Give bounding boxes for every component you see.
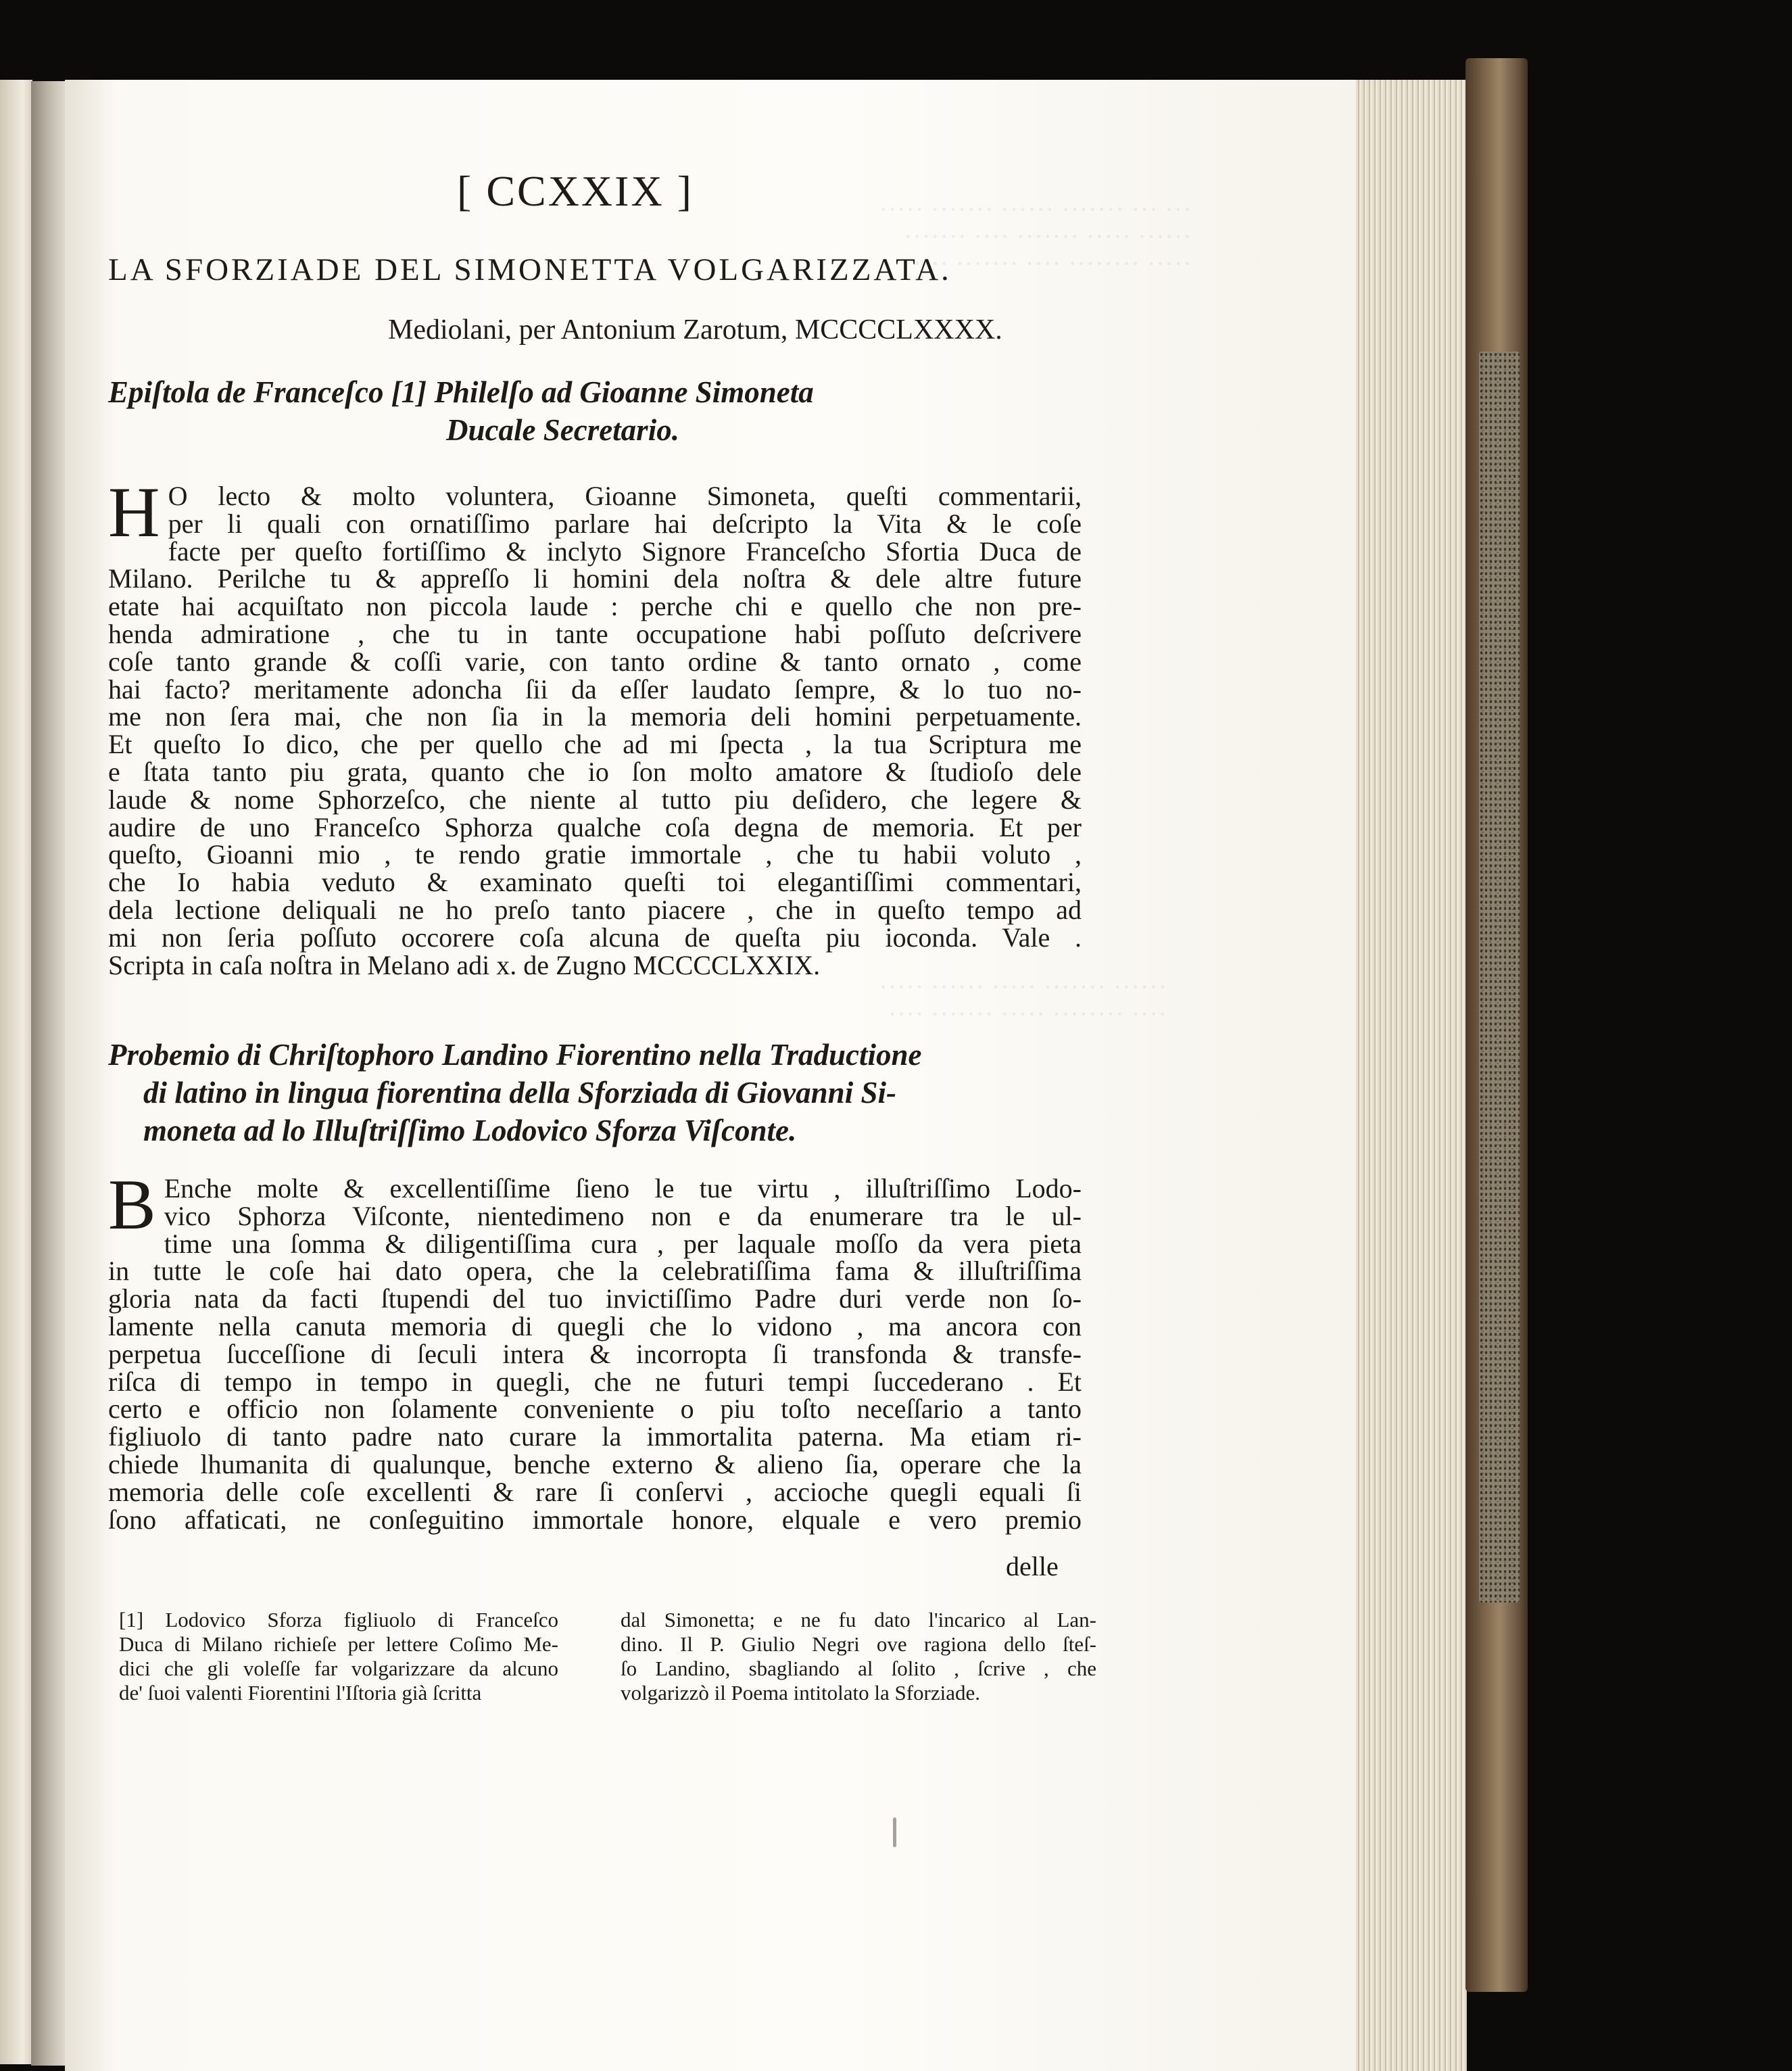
text-line: dela lectione deliquali ne ho preſo tanto piacere , che in queſto tempo ad [108,894,1082,925]
text-line: per li quali con ornatiſſimo parlare hai deſcripto la Vita & le coſe [168,508,1082,539]
show-through-text: ··· ··· ······· ······ ······· ····· ······ ····· ······· ···· ······· ····· ········ ···· ······· ···· [879,194,1192,279]
show-through-text: ······ ······· ····· ······ ····· ···· ········ ····· ······· ···· [879,972,1167,1029]
footnote-line: [1] Lodovico Sforza figliuolo di Franceſco [119,1608,558,1632]
text-line: O lecto & molto voluntera, Gioanne Simoneta, queſti commentarii, [168,481,1082,511]
text-line: chiede lhumanita di qualunque, benche externo & alieno ſia, operare che la [108,1448,1082,1479]
facing-page-edge [0,80,32,2064]
text-line: e ſtata tanto piu grata, quanto che io ſon molto amatore & ſtudioſo dele [108,756,1082,787]
catchword: delle [1006,1551,1059,1581]
text-line: in tutte le coſe hai dato opera, che la celebratiſſima fama & illuſtriſſima [108,1256,1082,1287]
footnote-line: volgarizzò il Poema intitolato la Sforziade. [621,1681,981,1705]
heading-line: Ducale Secretario. [446,413,679,447]
marbled-cover [1479,352,1520,1602]
text-line: Enche molte & excellentiſſime ſieno le tue virtu , illuſtriſſimo Lodo- [164,1173,1082,1204]
footnote-line: Duca di Milano richieſe per lettere Coſimo Me- [119,1632,558,1656]
paper-blemish [893,1817,896,1847]
text-line: henda admiratione , che tu in tante occupatione habi poſſuto deſcrivere [108,618,1082,649]
text-line: audire de uno Franceſco Sphorza qualche coſa degna de memoria. Et per [108,811,1082,842]
text-line: che Io habia veduto & examinato queſti toi elegantiſſimi commentari, [108,867,1082,898]
text-line: memoria delle coſe excellenti & rare ſi conſervi , accioche quegli equali ſi [108,1476,1082,1507]
text-line: time una ſomma & diligentiſſima cura , per laquale moſſo da vera pieta [164,1228,1082,1259]
footnote-line: dino. Il P. Giulio Negri ove ragiona dello ſteſ- [621,1632,1096,1656]
text-line: Et queſto Io dico, che per quello che ad mi ſpecta , la tua Scriptura me [108,729,1082,760]
text-line: perpetua ſucceſſione di ſeculi intera & incorropta ſi transfonda & transfe- [108,1338,1082,1369]
text-line: vico Sphorza Viſconte, nientedimeno non e da enumerare tra le ul- [164,1200,1082,1231]
footnote-left [119,1608,558,1705]
text-line: ſono affaticati, ne conſeguitino immortale honore, elquale e vero premio [108,1504,1082,1535]
proem-heading [108,1036,1088,1149]
epistle-text [108,473,1082,980]
imprint-line: Mediolani, per Antonium Zarotum, MCCCCLXXXX. [388,314,1002,346]
text-line: coſe tanto grande & coſſi varie, con tanto ordine & tanto ornato , come [108,646,1082,677]
drop-cap: B [108,1165,156,1244]
proem-text [108,1165,1082,1535]
footnote-line: de' ſuoi valenti Fiorentini l'Iſtoria già ſcritta [119,1681,482,1705]
footnote-line: dal Simonetta; e ne fu dato l'incarico al Lan- [621,1608,1096,1632]
footnote-line: dici che gli voleſſe far volgarizzare da alcuno [119,1657,558,1680]
text-line: gloria nata da facti ſtupendi del tuo invictiſſimo Padre duri verde non ſo- [108,1283,1082,1314]
text-line: facte per queſto fortiſſimo & inclyto Signore Franceſcho Sfortia Duca de [168,535,1082,567]
drop-cap: H [108,473,160,552]
text-line: lamente nella canuta memoria di quegli che lo vidono , ma ancora con [108,1310,1082,1341]
text-line: queſto, Gioanni mio , te rendo gratie immortale , che tu habii voluto , [108,839,1082,870]
text-line: hai facto? meritamente adoncha ſii da eſſer laudato ſempre, & lo tuo no- [108,673,1082,705]
text-line: laude & nome Sphorzeſco, che niente al tutto piu deſidero, che legere & [108,784,1082,815]
epistle-heading [108,373,1088,449]
text-line: certo e officio non ſolamente conveniente o piu toſto neceſſario a tanto [108,1394,1082,1425]
heading-line: Probemio di Chriſtophoro Landino Fiorentino nella Traductione [108,1038,922,1072]
text-line: etate hai acquiſtato non piccola laude : perche chi e quello che non pre- [108,591,1082,622]
page-title: LA SFORZIADE DEL SIMONETTA VOLGARIZZATA. [108,252,952,287]
text-line: riſca di tempo in tempo in quegli, che ne futuri tempi ſuccederano . Et [108,1366,1082,1397]
text-line: me non ſera mai, che non ſia in la memoria deli homini perpetuamente. [108,701,1082,732]
heading-line: moneta ad lo Illuſtriſſimo Lodovico Sforza Viſconte. [143,1114,797,1147]
heading-line: di latino in lingua fiorentina della Sforziada di Giovanni Si- [143,1076,896,1110]
footnote-right [621,1608,1096,1705]
running-head: [ CCXXIX ] [457,167,694,215]
page-fore-edge [1345,80,1467,2071]
text-line: Milano. Perilche tu & appreſſo li homini dela noſtra & dele altre future [108,563,1082,594]
text-line: Scripta in caſa noſtra in Melano adi x. de Zugno MCCCCLXXIX. [108,949,821,980]
text-line: mi non ſeria poſſuto occorere coſa alcuna de queſta piu ioconda. Vale . [108,922,1082,953]
text-line: figliuolo di tanto padre nato curare la immortalita paterna. Ma etiam ri- [108,1421,1082,1452]
footnote-line: ſo Landino, sbagliando al ſolito , ſcrive , che [621,1657,1096,1680]
heading-line: Epiſtola de Franceſco [1] Philelſo ad Gioanne Simoneta [108,375,814,409]
